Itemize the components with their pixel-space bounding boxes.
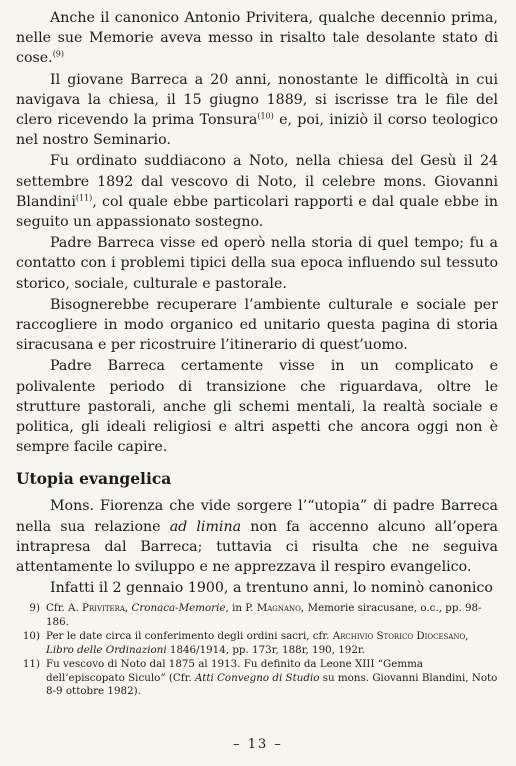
paragraph-text: Fu ordinato suddiacono a Noto, nella chiesa del Gesù il 24 settembre 1892 dal vescovo di Noto, il celebre mons. Giovanni Blandini [16,153,498,210]
fn-author: Privitera [82,602,125,615]
section-heading: Utopia evangelica [16,469,172,489]
fn-text: su mons. Giovanni Blandini, Noto 8-9 ottobre 1982). [46,671,498,698]
footnote-ref-11: (11) [75,193,93,203]
paragraph-text: Anche il canonico Antonio Privitera, qualche decennio prima, nelle sue Memorie aveva messo in risalto tale desolante stato di cose. [16,10,498,67]
footnote-9 [16,602,498,629]
paragraph-ordination [16,151,498,232]
paragraph-text: e, poi, iniziò il corso teologico nel nostro Seminario. [16,112,499,149]
fn-text: , in P. [225,602,254,615]
paragraph-text: Il giovane Barreca a 20 anni, nonostante le difficoltà in cui navigava la chiesa, il 15 giugno 1889, si iscrisse tra le file del clero ricevendo la prima Tonsura [16,71,498,129]
paragraph-history: Padre Barreca visse ed operò nella storia di quel tempo; fu a contatto con i problemi tipici della sua epoca influendo sul tessuto storico, sociale, culturale e pastorale. [16,235,498,292]
footnote-text [46,658,498,699]
fn-title: Cronaca-Memorie [131,602,226,615]
paragraph-text: , col quale ebbe particolari rapporti e dal quale ebbe in seguito un appassionato sostegno. [16,193,498,231]
footnote-10 [16,630,498,657]
paragraph-text: Mons. Fiorenza che vide sorgere l’“utopia” di padre Barreca nella sua relazione [16,498,498,535]
fn-title: Libro delle Ordinazioni [46,643,167,656]
footnote-number: 10) [22,630,40,643]
footnote-11 [16,658,498,699]
fn-title: Atti Convegno di Studio [194,671,320,684]
footnote-ref-9: (9) [52,49,65,59]
fn-text: Cfr. A. [46,602,79,615]
paragraph-tonsura [16,70,498,151]
fn-text: , Memorie siracusane, o.c., pp. 98-186. [46,602,482,628]
page-number: – 13 – [233,737,283,752]
fn-text: Per le date circa il conferimento degli ordini sacri, cfr. [46,630,330,643]
paragraph-text: non fa accenno alcuno all’opera intrapresa dal Barreca; tuttavia ci risulta che ne seguiva attentamente lo sviluppo e ne apprezzava il respiro evangelico. [16,518,498,576]
fn-editor: Magnano [256,602,301,615]
fn-text: 1846/1914, pp. 173r, 188r, 190, 192r. [169,643,365,656]
footnote-number: 11) [22,658,40,671]
footnote-text: Cfr. A. Privitera, Cronaca-Memorie, in P. Magnano, Memorie siracusane, o.c., pp. 98-186. [46,602,482,628]
paragraph-fiorenza [16,496,498,577]
fn-archive: Archivio Storico Diocesano [332,630,466,643]
paragraph-canonico: Infatti il 2 gennaio 1900, a trentuno anni, lo nominò canonico [50,580,493,597]
footnote-number: 9) [29,602,40,615]
main-text [16,8,498,598]
paragraph-privitera [16,8,498,69]
italic-term: ad limina [169,518,242,535]
paragraph-transition: Padre Barreca certamente visse in un complicato e polivalente periodo di transizione che riguardava, oltre le strutture pastorali, anche gli schemi mentali, la realtà sociale e politica, gli ideali religiosi e altri aspetti che ancora oggi non è sempre facile capire. [16,358,498,456]
fn-text: Fu vescovo di Noto dal 1875 al 1913. Fu definito da Leone XIII “Gemma dell’episcopato Siculo” (Cfr. [46,658,424,684]
footnote-ref-10: (10) [257,111,274,121]
footnotes [16,602,498,699]
paragraph-recover: Bisognerebbe recuperare l’ambiente culturale e sociale per raccogliere in modo organico ed unitario questa pagina di storia siracusana e per ricostruire l’itinerario di quest’uomo. [16,296,498,354]
footnote-text: Per le date circa il conferimento degli ordini sacri, cfr. Archivio Storico Diocesano, Libro delle Ordinazioni 1846/1914, pp. 173r, 188r, 190, 192r. [46,630,469,656]
